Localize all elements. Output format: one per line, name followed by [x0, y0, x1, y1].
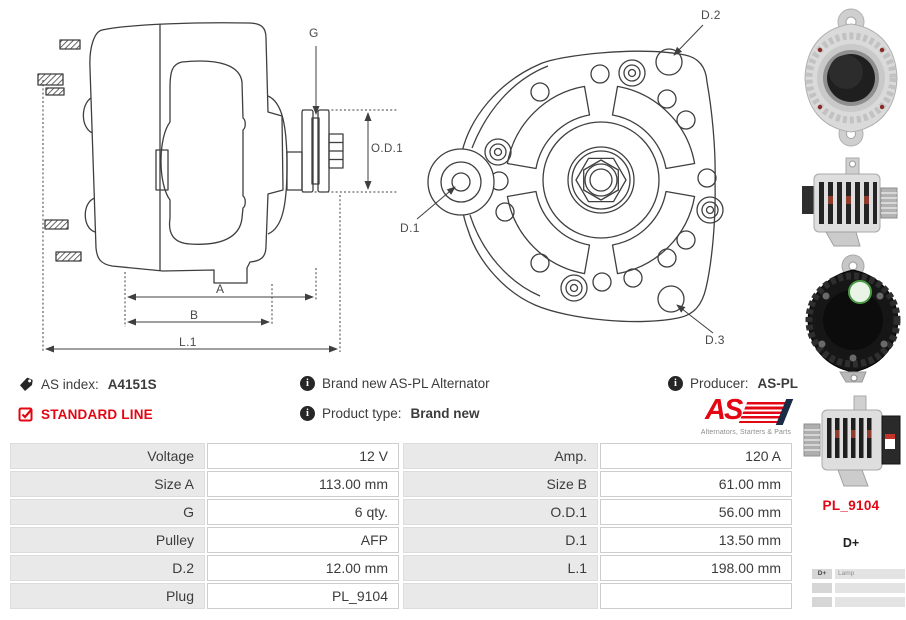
spec-value: PL_9104 [207, 583, 399, 609]
spec-table-left [10, 443, 399, 611]
info-icon: i [300, 406, 315, 421]
brand-new-text: Brand new AS-PL Alternator [322, 376, 490, 391]
spec-value: 113.00 mm [207, 471, 399, 497]
tag-icon [18, 376, 34, 392]
dim-label-d1: D.1 [400, 221, 420, 235]
table-row [10, 583, 399, 609]
info-icon: i [668, 376, 683, 391]
spec-value: 198.00 mm [600, 555, 792, 581]
table-row [403, 555, 792, 581]
product-photo-side-2[interactable] [798, 390, 906, 492]
plug-code-label: PL_9104 [822, 498, 880, 513]
spec-value: 13.50 mm [600, 527, 792, 553]
standard-line [18, 406, 153, 422]
spec-value: 120 A [600, 443, 792, 469]
spec-label: Size B [403, 471, 598, 497]
producer-label: Producer: [690, 376, 749, 391]
table-row [403, 471, 792, 497]
dim-label-od1: O.D.1 [371, 143, 404, 155]
spec-value: 6 qty. [207, 499, 399, 525]
spec-label: O.D.1 [403, 499, 598, 525]
producer-value: AS-PL [757, 376, 799, 391]
as-index-label: AS index: [41, 376, 99, 392]
product-type-label: Product type: [322, 406, 402, 421]
plug-pinout-table [812, 569, 905, 611]
table-row [403, 443, 792, 469]
as-pl-logo-text: AS [705, 394, 742, 426]
table-row [10, 471, 399, 497]
table-row [10, 499, 399, 525]
dim-label-d3: D.3 [705, 333, 725, 347]
spec-label: Plug [10, 583, 205, 609]
spec-value [600, 583, 792, 609]
pinout-row [812, 583, 905, 593]
spec-table-right [403, 443, 792, 611]
pinout-pin [812, 597, 832, 607]
dim-label-l1: L.1 [179, 335, 197, 349]
brand-new-line [300, 376, 490, 391]
product-photo-side[interactable] [798, 152, 906, 252]
spec-value: 61.00 mm [600, 471, 792, 497]
table-row [10, 555, 399, 581]
spec-label: G [10, 499, 205, 525]
as-index-value: A4151S [107, 376, 157, 392]
as-pl-logo [699, 394, 793, 436]
pinout-desc [835, 583, 905, 593]
spec-label: Voltage [10, 443, 205, 469]
checkbox-checked-icon [18, 406, 34, 422]
spec-label: Size A [10, 471, 205, 497]
spec-table [10, 443, 792, 611]
product-photo-back[interactable] [796, 254, 906, 384]
spec-label: D.1 [403, 527, 598, 553]
front-view-drawing [428, 49, 723, 322]
producer-line [668, 376, 798, 391]
dim-label-a: A [216, 282, 225, 296]
as-index [18, 376, 157, 392]
spec-label: Amp. [403, 443, 598, 469]
spec-label [403, 583, 598, 609]
pinout-row [812, 597, 905, 607]
spec-label: Pulley [10, 527, 205, 553]
terminal-label: D+ [842, 536, 860, 550]
spec-value: 12.00 mm [207, 555, 399, 581]
product-photo-front[interactable] [800, 6, 902, 150]
table-row [10, 443, 399, 469]
spec-label: D.2 [10, 555, 205, 581]
spec-value: AFP [207, 527, 399, 553]
spec-value: 56.00 mm [600, 499, 792, 525]
dim-label-d2: D.2 [701, 8, 721, 22]
pinout-pin: D+ [812, 569, 832, 579]
table-row [403, 527, 792, 553]
info-icon: i [300, 376, 315, 391]
pinout-pin [812, 583, 832, 593]
table-row [403, 499, 792, 525]
spec-label: L.1 [403, 555, 598, 581]
as-pl-logo-tagline: Alternators, Starters & Parts [700, 429, 792, 436]
pinout-row [812, 569, 905, 579]
standard-line-label: STANDARD LINE [41, 406, 153, 422]
table-row [10, 527, 399, 553]
dim-label-g: G [309, 26, 319, 40]
product-type-value: Brand new [410, 406, 480, 421]
pinout-desc: Lamp [835, 569, 905, 579]
product-type-line [300, 406, 480, 421]
table-row [403, 583, 792, 609]
dim-label-b: B [190, 308, 199, 322]
side-view-drawing [38, 23, 343, 283]
spec-value: 12 V [207, 443, 399, 469]
pinout-desc [835, 597, 905, 607]
